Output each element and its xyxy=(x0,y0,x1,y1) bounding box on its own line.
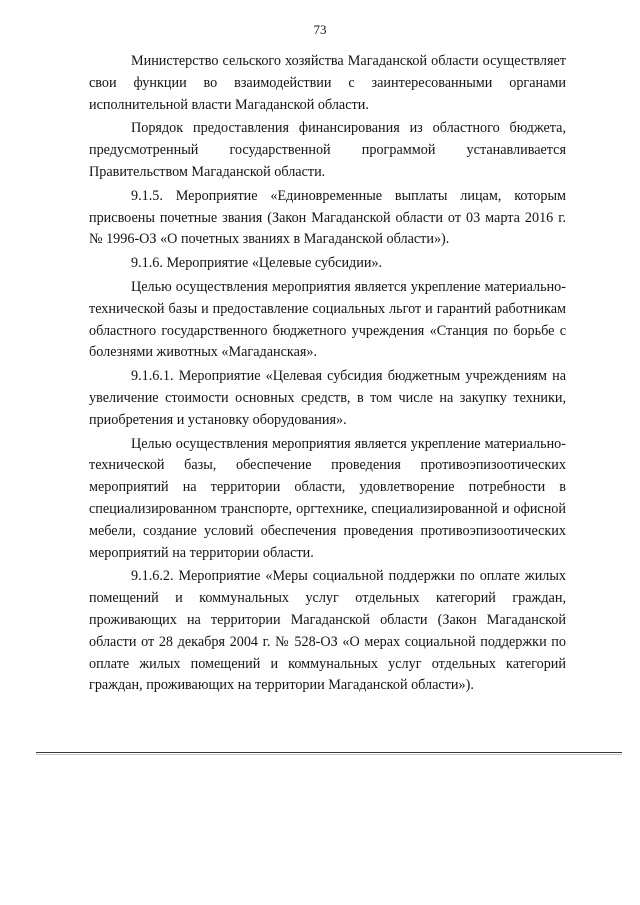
bottom-divider xyxy=(36,752,622,753)
paragraph-ministry-functions: Министерство сельского хозяйства Магаданской области осуществляет свои функции во взаимодействии с заинтересованными органами исполнительной власти Магаданской области. xyxy=(89,53,566,113)
paragraph-9-1-5: 9.1.5. Мероприятие «Единовременные выплаты лицам, которым присвоены почетные звания (Закон Магаданской области от 03 марта 2016 г. № 1996-ОЗ «О почетных званиях в Магаданской области»). xyxy=(89,187,566,248)
paragraph-9-1-6-2: 9.1.6.2. Мероприятие «Меры социальной поддержки по оплате жилых помещений и коммунальных услуг отдельных категорий граждан, проживающих на территории Магаданской области (Закон Магаданской области от 28 декабря 2004 г. № 528-ОЗ «О мерах социальной поддержки по оплате жилых помещений и коммунальных услуг отдельных категорий граждан, проживающих на территории Магаданской области»). xyxy=(89,568,566,694)
document-body xyxy=(89,51,566,699)
paragraph-9-1-6-1: 9.1.6.1. Мероприятие «Целевая субсидия бюджетным учреждениям на увеличение стоимости основных средств, в том числе на закупку техники, приобретения и установку оборудования». xyxy=(89,368,566,428)
paragraph-9-1-6-1-goal: Целью осуществления мероприятия является укрепление материально-технической базы, обеспечение проведения противоэпизоотических мероприятий на территории области, удовлетворение потребности в специализированном транспорте, оргтехнике, специализированной и офисной мебели, создание условий обеспечения проведения противоэпизоотических мероприятий на территории области. xyxy=(89,435,566,561)
paragraph-9-1-6-goal: Целью осуществления мероприятия является укрепление материально-технической базы и предоставление социальных льгот и гарантий работникам областного государственного бюджетного учреждения «Станция по борьбе с болезнями животных «Магаданская». xyxy=(89,278,566,361)
paragraph-financing-procedure: Порядок предоставления финансирования из областного бюджета, предусмотренный государственной программой устанавливается Правительством Магаданской области. xyxy=(89,120,566,180)
bottom-divider-shadow xyxy=(36,754,622,755)
page-number: 73 xyxy=(313,22,327,37)
paragraph-9-1-6: 9.1.6. Мероприятие «Целевые субсидии». xyxy=(131,255,383,272)
